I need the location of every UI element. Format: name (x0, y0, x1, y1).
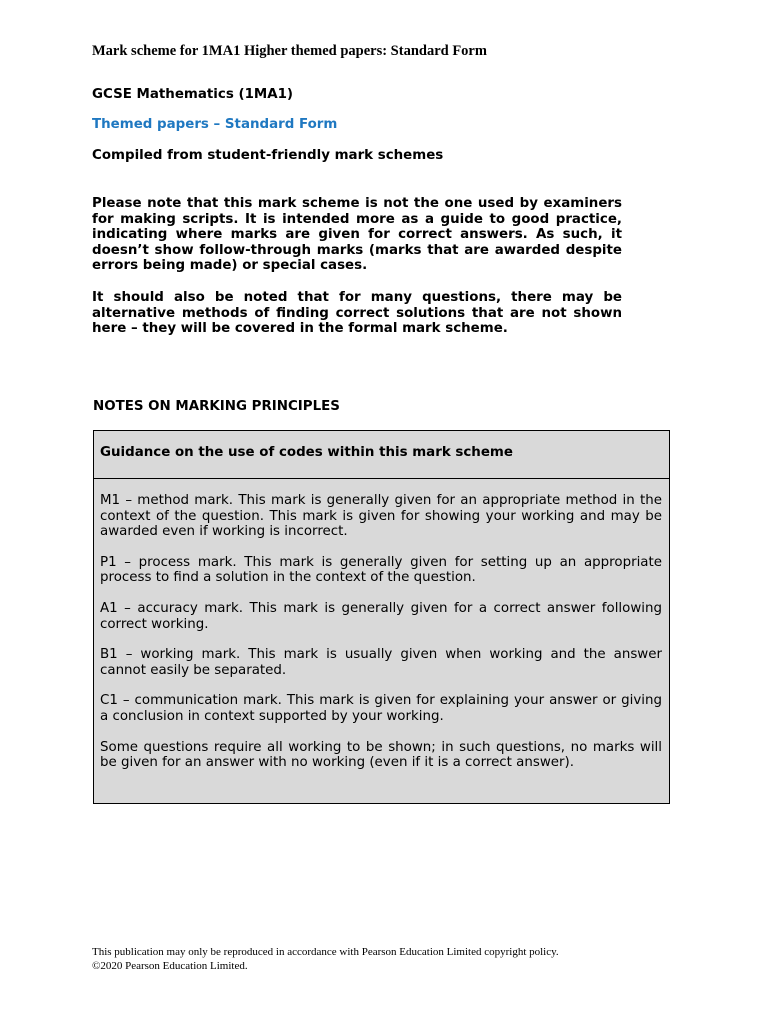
disclaimer-paragraph-1: Please note that this mark scheme is not the one used by examiners for making scripts. It is intended more as a guide to good practice, indicating where marks are given for correct answers. As such, it doesn’t show follow-through marks (marks that are awarded despite errors being made) or special cases. (92, 196, 622, 274)
code-item-a1: A1 – accuracy mark. This mark is generally given for a correct answer following correct working. (100, 600, 662, 632)
code-item-p1: P1 – process mark. This mark is generally given for setting up an appropriate process to find a solution in the context of the question. (100, 554, 662, 586)
copyright-footer (92, 946, 559, 973)
compiled-note: Compiled from student-friendly mark schemes (92, 148, 444, 163)
disclaimer-paragraph-2: It should also be noted that for many questions, there may be alternative methods of finding correct solutions that are not shown here – they will be covered in the formal mark scheme. (92, 290, 622, 337)
code-item-m1: M1 – method mark. This mark is generally given for an appropriate method in the context of the question. This mark is given for showing your working and may be awarded even if working is incorrect. (100, 493, 662, 540)
subject-title: GCSE Mathematics (1MA1) (92, 87, 294, 102)
copyright-line: This publication may only be reproduced in accordance with Pearson Education Limited copyright policy. (92, 946, 559, 958)
guidance-box (93, 430, 670, 804)
guidance-box-title: Guidance on the use of codes within this mark scheme (94, 431, 669, 479)
themed-papers-subtitle: Themed papers – Standard Form (92, 117, 338, 132)
guidance-box-body (94, 479, 669, 771)
copyright-year: ©2020 Pearson Education Limited. (92, 959, 248, 972)
code-item-c1: C1 – communication mark. This mark is given for explaining your answer or giving a conclusion in context supported by your working. (100, 693, 662, 724)
marking-principles-heading: NOTES ON MARKING PRINCIPLES (93, 399, 340, 414)
code-item-b1: B1 – working mark. This mark is usually given when working and the answer cannot easily be separated. (100, 647, 662, 678)
document-header-title: Mark scheme for 1MA1 Higher themed papers: Standard Form (92, 43, 487, 59)
code-item-working-note: Some questions require all working to be shown; in such questions, no marks will be given for an answer with no working (even if it is a correct answer). (100, 739, 662, 771)
